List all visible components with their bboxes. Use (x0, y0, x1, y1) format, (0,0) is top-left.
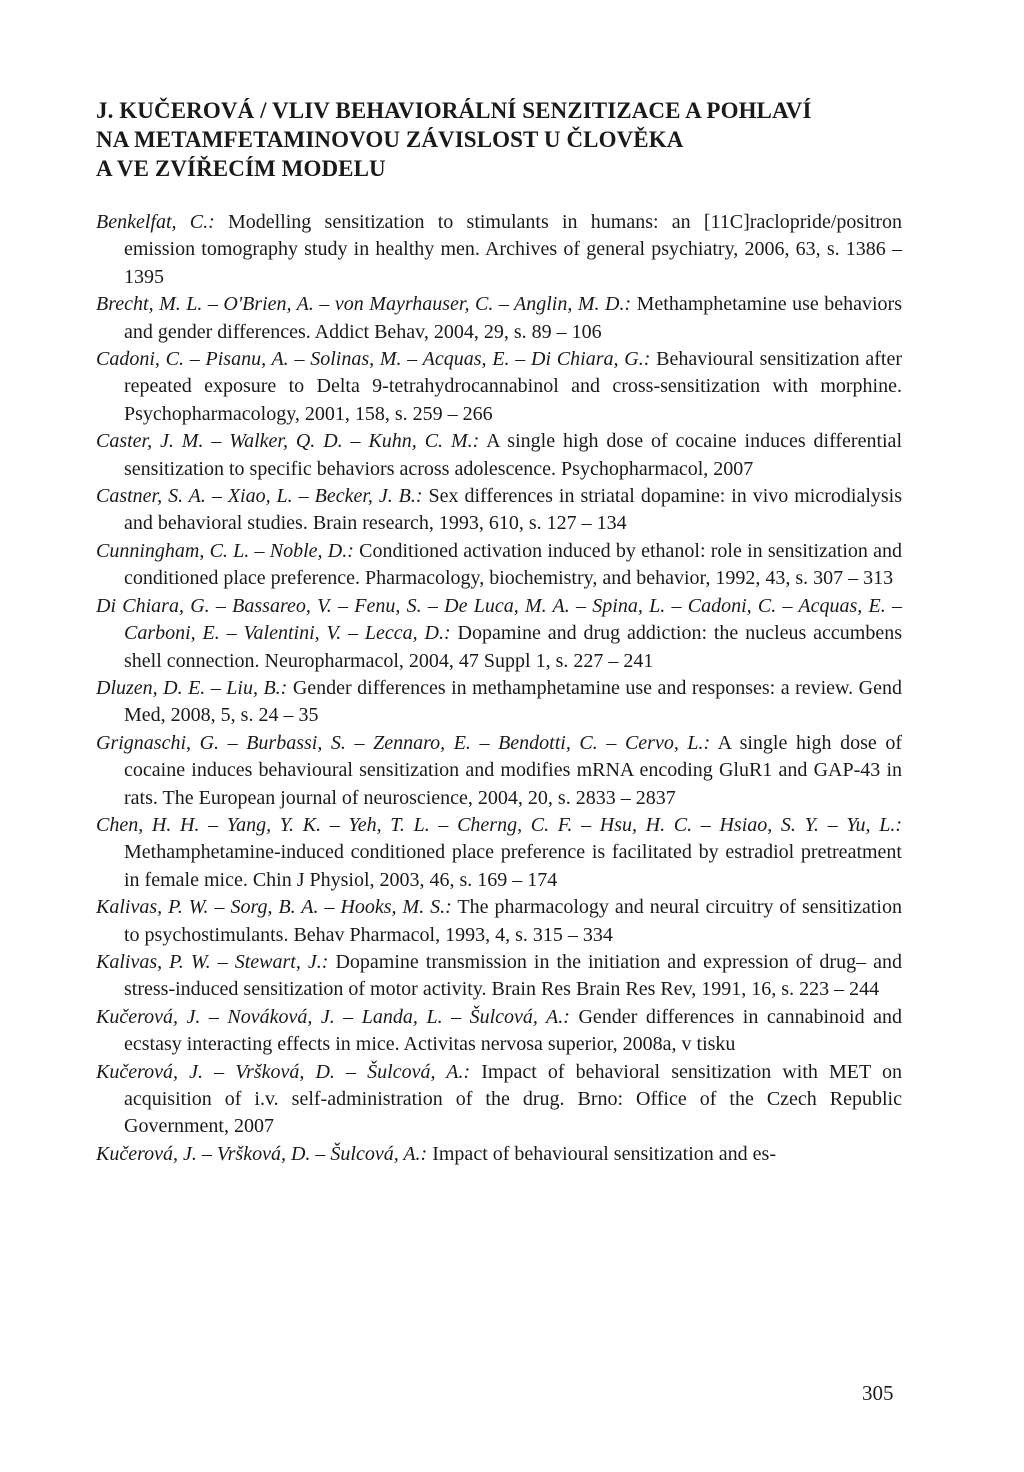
reference-authors: Kalivas, P. W. – Sorg, B. A. – Hooks, M. S.: (96, 896, 452, 919)
reference-text: Gender differences in cannabinoid and ecstasy interacting effects in mice. Activitas nervosa superior, 2008a, v tisku (124, 1005, 902, 1056)
reference-authors: Benkelfat, C.: (96, 211, 215, 233)
reference-authors: Kučerová, J. – Nováková, J. – Landa, L. – Šulcová, A.: (96, 1005, 570, 1028)
reference-item (96, 291, 902, 346)
reference-item (96, 346, 902, 428)
reference-item (96, 1141, 902, 1168)
reference-item (96, 1004, 902, 1059)
running-head-line-3: A VE ZVÍŘECÍM MODELU (96, 156, 386, 181)
reference-text: A single high dose of cocaine induces behavioural sensitization and modifies mRNA encoding GluR1 and GAP-43 in rats. The European journal of neuroscience, 2004, 20, s. 2833 – 2837 (124, 731, 902, 809)
reference-authors: Chen, H. H. – Yang, Y. K. – Yeh, T. L. – Cherng, C. F. – Hsu, H. C. – Hsiao, S. Y. – Yu, L.: (96, 813, 902, 836)
reference-text: Conditioned activation induced by ethanol: role in sensitization and conditioned place preference. Pharmacology, biochemistry, and behavior, 1992, 43, s. 307 – 313 (124, 539, 902, 590)
page-number: 305 (862, 1381, 894, 1405)
reference-authors: Kučerová, J. – Vršková, D. – Šulcová, A.: (96, 1060, 471, 1083)
reference-item (96, 593, 902, 675)
running-head-line-2: NA METAMFETAMINOVOU ZÁVISLOST U ČLOVĚKA (96, 127, 684, 152)
reference-text: Methamphetamine use behaviors and gender differences. Addict Behav, 2004, 29, s. 89 – 106 (124, 293, 902, 343)
reference-authors: Castner, S. A. – Xiao, L. – Becker, J. B.: (96, 485, 423, 508)
reference-item (96, 1059, 902, 1141)
reference-text: Impact of behavioral sensitization with MET on acquisition of i.v. self-administration of the drug. Brno: Office of the Czech Republic Government, 2007 (124, 1060, 902, 1138)
reference-item (96, 812, 902, 894)
reference-item (96, 949, 902, 1004)
reference-text: Dopamine and drug addiction: the nucleus accumbens shell connection. Neuropharmacol, 2004, 47 Suppl 1, s. 227 – 241 (124, 622, 903, 672)
reference-item (96, 483, 902, 538)
reference-authors: Caster, J. M. – Walker, Q. D. – Kuhn, C. M.: (96, 430, 480, 453)
reference-item (96, 538, 902, 593)
reference-text: Modelling sensitization to stimulants in humans: an [11C]raclopride/positron emission tomography study in healthy men. Archives of general psychiatry, 2006, 63, s. 1386 – 1395 (124, 211, 902, 288)
reference-authors: Cunningham, C. L. – Noble, D.: (96, 539, 354, 562)
reference-text: Dopamine transmission in the initiation and expression of drug– and stress-induced sensitization of motor activity. Brain Res Brain Res Rev, 1991, 16, s. 223 – 244 (124, 950, 902, 1001)
reference-authors: Dluzen, D. E. – Liu, B.: (96, 676, 288, 699)
reference-text: Sex differences in striatal dopamine: in vivo microdialysis and behavioral studies. Brain research, 1993, 610, s. 127 – 134 (124, 485, 903, 535)
reference-authors: Grignaschi, G. – Burbassi, S. – Zennaro, E. – Bendotti, C. – Cervo, L.: (96, 731, 711, 754)
running-head-line-1: J. KUČEROVÁ / VLIV BEHAVIORÁLNÍ SENZITIZACE A POHLAVÍ (96, 98, 812, 123)
reference-item (96, 675, 902, 730)
reference-authors: Kučerová, J. – Vršková, D. – Šulcová, A.: (96, 1142, 428, 1165)
reference-item (96, 209, 902, 291)
page (96, 96, 902, 1168)
reference-authors: Cadoni, C. – Pisanu, A. – Solinas, M. – Acquas, E. – Di Chiara, G.: (96, 348, 651, 371)
reference-authors: Kalivas, P. W. – Stewart, J.: (96, 950, 329, 973)
reference-list (96, 209, 902, 1168)
reference-text: Methamphetamine-induced conditioned place preference is facilitated by estradiol pretreatment in female mice. Chin J Physiol, 2003, 46, s. 169 – 174 (124, 841, 902, 891)
reference-text: A single high dose of cocaine induces differential sensitization to specific behaviors across adolescence. Psychopharmacol, 2007 (124, 430, 902, 480)
reference-authors: Di Chiara, G. – Bassareo, V. – Fenu, S. – De Luca, M. A. – Spina, L. – Cadoni, C. – Acquas, E. – Carboni, E. – Valentini, V. – Lecca, D.: (96, 594, 902, 645)
reference-text: Impact of behavioural sensitization and es- (427, 1142, 776, 1165)
reference-text: Behavioural sensitization after repeated exposure to Delta 9-tetrahydrocannabinol and cross-sensitization with morphine. Psychopharmacology, 2001, 158, s. 259 – 266 (124, 348, 902, 425)
reference-item (96, 428, 902, 483)
reference-text: The pharmacology and neural circuitry of sensitization to psychostimulants. Behav Pharmacol, 1993, 4, s. 315 – 334 (124, 896, 902, 946)
reference-item (96, 894, 902, 949)
reference-text: Gender differences in methamphetamine use and responses: a review. Gend Med, 2008, 5, s. 24 – 35 (124, 676, 902, 727)
reference-authors: Brecht, M. L. – O'Brien, A. – von Mayrhauser, C. – Anglin, M. D.: (96, 293, 632, 316)
reference-item (96, 730, 902, 812)
running-head (96, 96, 902, 183)
